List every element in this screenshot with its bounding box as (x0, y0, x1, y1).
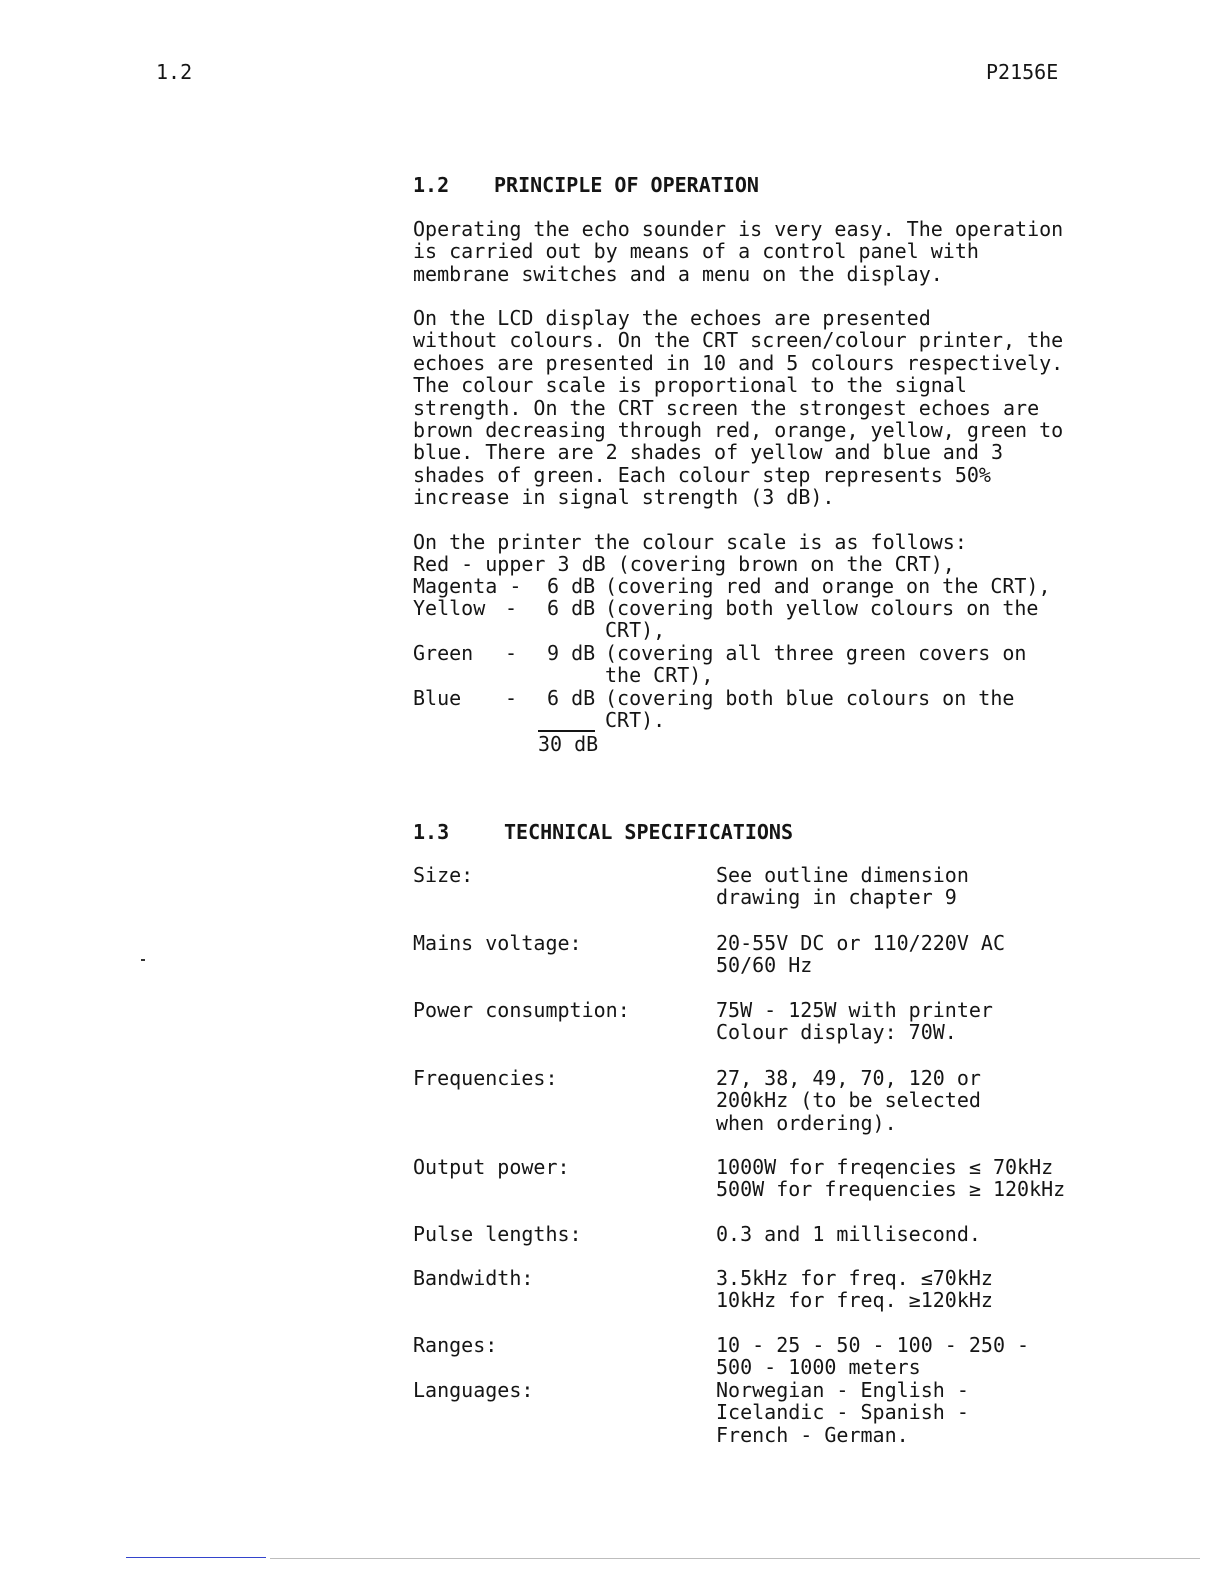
spec-label: Frequencies: (413, 1066, 558, 1090)
spec-label: Pulse lengths: (413, 1222, 582, 1246)
spec-label: Output power: (413, 1155, 570, 1179)
scale-description: (covering both yellow colours on the CRT), (605, 596, 1039, 643)
spec-label: Languages: (413, 1378, 534, 1402)
spec-label: Ranges: (413, 1333, 498, 1357)
scale-colour: Blue (413, 686, 462, 710)
document-code: P2156E (986, 60, 1059, 84)
spec-value: See outline dimension drawing in chapter 9 (716, 863, 969, 910)
scale-description: (covering both blue colours on the CRT). (605, 686, 1015, 733)
scale-dash: - (505, 596, 518, 620)
section-title: PRINCIPLE OF OPERATION (494, 173, 759, 197)
scale-db: 6 dB (547, 596, 596, 620)
scale-dash: - (505, 641, 518, 665)
spec-label: Mains voltage: (413, 931, 582, 955)
spec-value: 20-55V DC or 110/220V AC 50/60 Hz (716, 931, 1005, 978)
spec-value: 10 - 25 - 50 - 100 - 250 - 500 - 1000 meters (716, 1333, 1030, 1380)
scale-dash: - (505, 686, 518, 710)
scale-db: 6 dB (547, 686, 596, 710)
section-number: 1.3 (413, 820, 450, 844)
scale-description: (covering all three green covers on the CRT), (605, 641, 1027, 688)
spec-value: 27, 38, 49, 70, 120 or 200kHz (to be selected when ordering). (716, 1066, 981, 1135)
paragraph: On the printer the colour scale is as follows: (413, 530, 967, 554)
paragraph: Operating the echo sounder is very easy. The operation is carried out by means of a control panel with membrane switches and a menu on the display. (413, 217, 1064, 286)
spec-value: 75W - 125W with printer Colour display: 70W. (716, 998, 993, 1045)
spec-label: Bandwidth: (413, 1266, 534, 1290)
spec-value: 0.3 and 1 millisecond. (716, 1222, 981, 1246)
paragraph: On the LCD display the echoes are presented without colours. On the CRT screen/colour printer, the echoes are presented in 10 and 5 colours respectively. The colour scale is proportional to the signal strength. On the CRT screen the strongest echoes are brown decreasing through red, orange, yellow, green to blue. There are 2 shades of yellow and blue and 3 shades of green. Each colour step represents 50% increase in signal strength (3 dB). (413, 306, 1064, 510)
scale-total: 30 dB (538, 732, 599, 756)
footer-scan-line (270, 1558, 1200, 1559)
page-number: 1.2 (156, 60, 193, 84)
footer-link-line (126, 1557, 266, 1558)
scale-colour: Green (413, 641, 474, 665)
scale-db: 6 dB (547, 574, 596, 598)
scale-description: (covering red and orange on the CRT), (605, 574, 1051, 598)
spec-label: Size: (413, 863, 474, 887)
spec-value: 3.5kHz for freq. ≤70kHz 10kHz for freq. ≥120kHz (716, 1266, 993, 1313)
scale-colour: Red - upper 3 dB (covering brown on the CRT), (413, 552, 955, 576)
section-title: TECHNICAL SPECIFICATIONS (504, 820, 793, 844)
spec-value: 1000W for freqencies ≤ 70kHz 500W for frequencies ≥ 120kHz (716, 1155, 1066, 1202)
spec-label: Power consumption: (413, 998, 630, 1022)
spec-value: Norwegian - English - Icelandic - Spanish - French - German. (716, 1378, 969, 1447)
section-number: 1.2 (413, 173, 450, 197)
scan-speck (141, 959, 145, 961)
scale-colour: Magenta - (413, 574, 522, 598)
scale-colour: Yellow (413, 596, 486, 620)
scale-db: 9 dB (547, 641, 596, 665)
